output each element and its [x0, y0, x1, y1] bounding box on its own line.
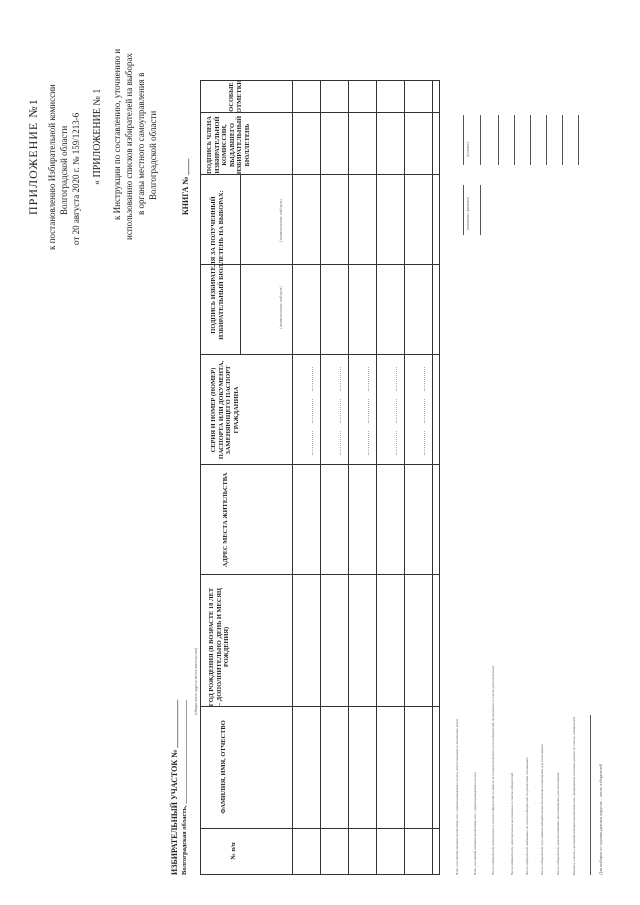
- footnote-7: Число избирателей, проголосовавших вне помещения для голосования: [556, 772, 560, 875]
- region-hint: (общая часть адреса места жительства): [193, 648, 198, 715]
- subcolumn-election-1: (наименование выборов): [278, 286, 283, 329]
- count-line-5: [562, 115, 563, 165]
- column-header-notes: ОСОБЫЕ ОТМЕТКИ: [228, 79, 243, 113]
- passport-cell-guide: [368, 431, 370, 455]
- passport-cell-guide: [368, 399, 370, 423]
- footnote-4: Число избирателей, дополнительно включенных в список избирателей: [510, 772, 514, 875]
- signature-line-2a: [480, 185, 481, 235]
- signature-line-1a: [463, 185, 464, 235]
- column-header-member-signature: ПОДПИСЬ ЧЛЕНА ИЗБИРАТЕЛЬНОЙ КОМИССИИ, ВЫДАВШЕГО ИЗБИРАТЕЛЬНЫЙ БЮЛЛЕТЕНЬ: [206, 115, 251, 175]
- passport-cell-guide: [340, 431, 342, 455]
- decree-line-2: Волгоградской области: [59, 125, 69, 215]
- passport-cell-guide: [312, 431, 314, 455]
- table-hline: [404, 80, 405, 875]
- appendix-title: ПРИЛОЖЕНИЕ №1: [26, 98, 40, 215]
- bottom-note: Для выборов по одномандатным округам – число избирателей: [598, 763, 603, 875]
- column-header-full-name: ФАМИЛИЯ, ИМЯ, ОТЧЕСТВО: [220, 720, 227, 814]
- bottom-note-rule: [590, 715, 591, 875]
- count-line-2: [514, 115, 515, 165]
- passport-cell-guide: [396, 367, 398, 391]
- footnote-3: Число избирателей, включенных в список избирателей на момент его подписания (без учета избирателей, включенных в список дополнительно): [491, 665, 495, 875]
- passport-cell-guide: [396, 399, 398, 423]
- count-line-1: [498, 115, 499, 165]
- signature-line-1b: [463, 115, 464, 165]
- signature-line-2b: [480, 115, 481, 165]
- subcolumn-election-2: (наименование выборов): [278, 199, 283, 242]
- instruction-title: « ПРИЛОЖЕНИЕ № 1: [92, 88, 103, 185]
- column-header-passport: СЕРИЯ И НОМЕР (НОМЕР) ПАСПОРТА ИЛИ ДОКУМЕНТА, ЗАМЕНЯЮЩЕГО ПАСПОРТ ГРАЖДАНИНА: [210, 360, 240, 460]
- table-hline: [320, 80, 321, 875]
- decree-line-1: к постановлению Избирательной комиссии: [47, 84, 57, 250]
- table-hline: [348, 80, 349, 875]
- instruction-line-3: в органы местного самоуправления в: [136, 72, 146, 215]
- count-line-4: [546, 115, 547, 165]
- column-header-birth-year: ГОД РОЖДЕНИЯ (В ВОЗРАСТЕ 18 ЛЕТ – ДОПОЛНИТЕЛЬНО ДЕНЬ И МЕСЯЦ РОЖДЕНИЯ): [208, 587, 231, 707]
- column-header-number: № п/п: [230, 842, 237, 860]
- signature-hint-name: (инициалы, фамилия): [466, 196, 470, 230]
- passport-cell-guide: [396, 431, 398, 455]
- signature-hint-sign: (подпись): [466, 142, 470, 157]
- instruction-line-4: Волгоградской области: [148, 110, 158, 200]
- table-hline: [432, 80, 433, 875]
- count-line-6: [578, 115, 579, 165]
- footnote-6: Число избирателей, получивших избирательные бюллетени в помещении для голосования: [540, 744, 544, 875]
- footnote-5: Число избирателей, выбывших из списка избирателей по различным основаниям: [525, 757, 529, 875]
- passport-cell-guide: [340, 399, 342, 423]
- table-hline: [292, 80, 293, 875]
- district-label: ИЗБИРАТЕЛЬНЫЙ УЧАСТОК № ____________: [170, 699, 179, 875]
- table-hline: [200, 80, 201, 875]
- footnote-1: Член участковой избирательной комиссии с правом решающего голоса, ответственный за заполнение книги: [455, 718, 459, 875]
- voter-table: [200, 80, 440, 875]
- passport-cell-guide: [424, 367, 426, 391]
- table-hline: [439, 80, 440, 875]
- instruction-line-1: к Инструкции по составлению, уточнению и: [112, 48, 122, 220]
- passport-cell-guide: [424, 431, 426, 455]
- table-subheader-line: [240, 175, 241, 355]
- table-hline: [376, 80, 377, 875]
- passport-cell-guide: [312, 367, 314, 391]
- footnote-2: Член участковой избирательной комиссии с правом решающего голоса: [473, 772, 477, 875]
- passport-cell-guide: [312, 399, 314, 423]
- book-number-label: КНИГА № ____: [181, 158, 190, 215]
- column-header-address: АДРЕС МЕСТА ЖИТЕЛЬСТВА: [222, 472, 229, 568]
- instruction-line-2: использованию списков избирателей на выборах: [124, 53, 134, 240]
- passport-cell-guide: [368, 367, 370, 391]
- passport-cell-guide: [424, 399, 426, 423]
- footnote-8: Подпись членов участковой избирательной комиссии, проверивших итоговые данные по списку избирателей: [572, 717, 576, 875]
- region-label: Волгоградская область, ________________________________: [181, 699, 188, 875]
- decree-line-3: от 20 августа 2020 г. № 159/1213-6: [71, 112, 81, 245]
- count-line-3: [530, 115, 531, 165]
- passport-cell-guide: [340, 367, 342, 391]
- column-header-voter-signature: ПОДПИСЬ ИЗБИРАТЕЛЯ ЗА ПОЛУЧЕННЫЙ ИЗБИРАТЕЛЬНЫЙ БЮЛЛЕТЕНЬ НА ВЫБОРАХ:: [210, 190, 225, 340]
